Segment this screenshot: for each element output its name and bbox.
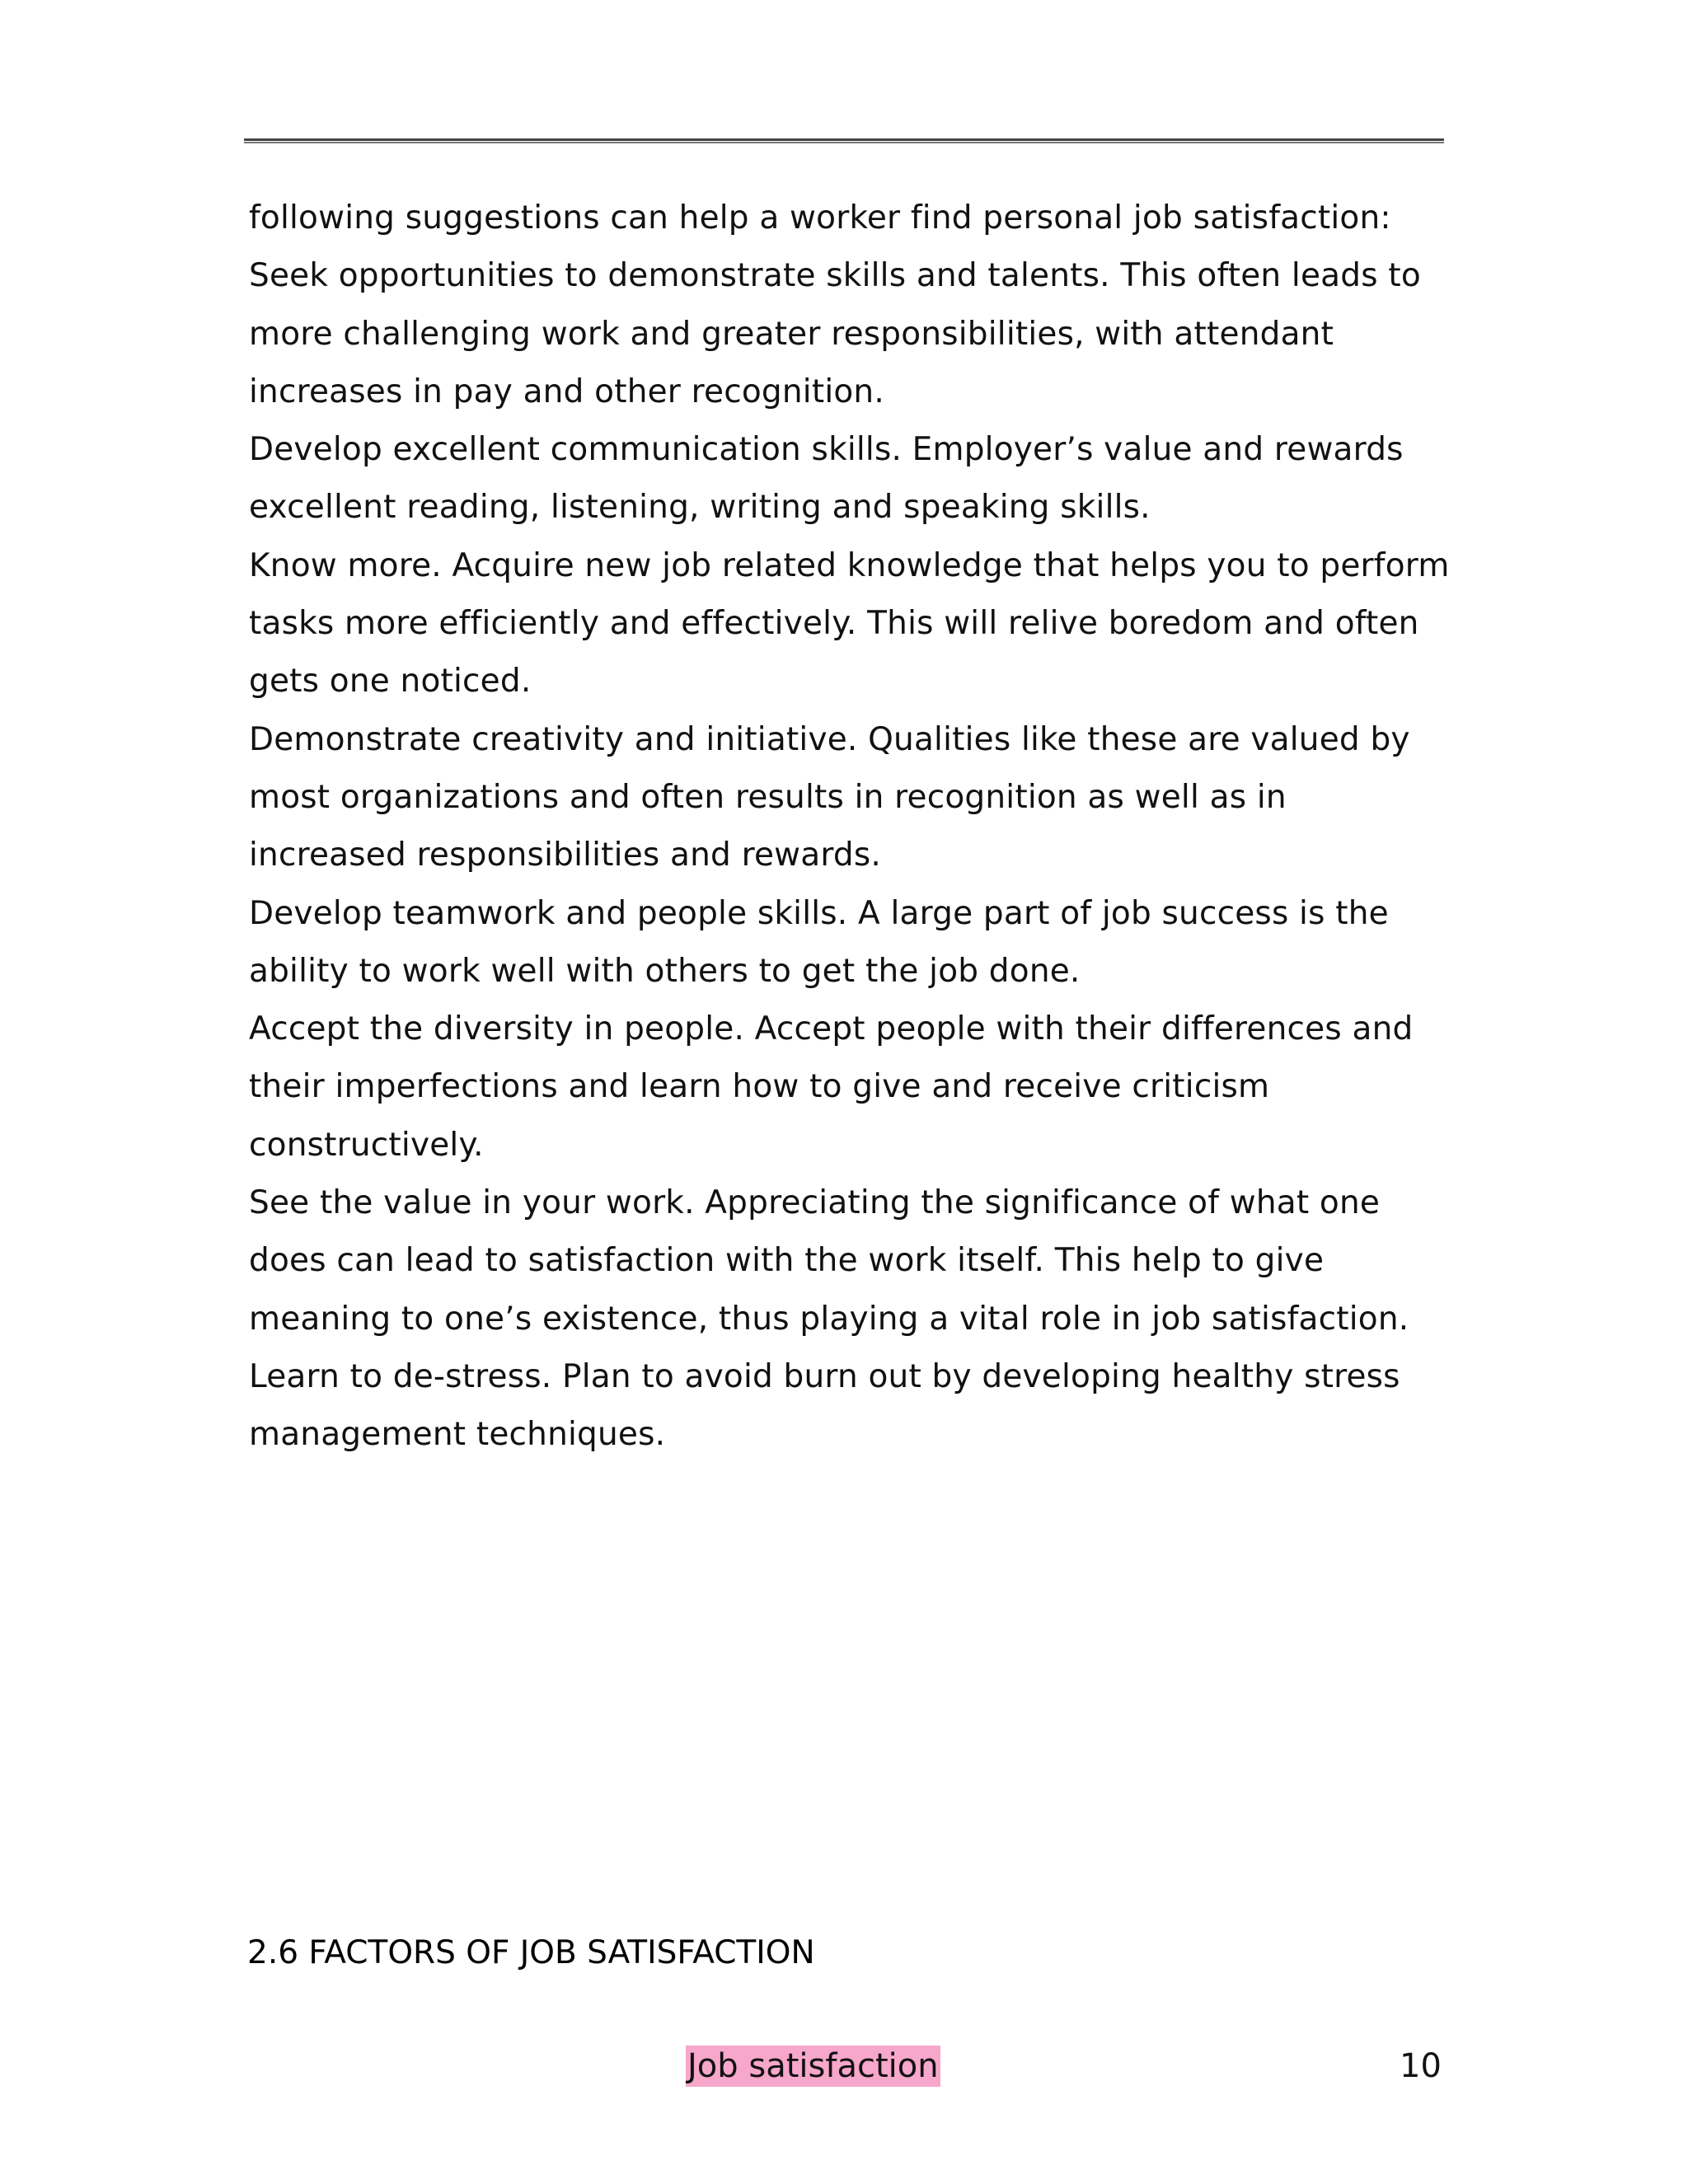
text-line: Demonstrate creativity and initiative. Qualities like these are valued by xyxy=(249,720,1410,758)
text-line: tasks more efficiently and effectively. This will relive boredom and often xyxy=(249,605,1419,643)
text-line: See the value in your work. Appreciating the significance of what one xyxy=(249,1184,1381,1222)
text-line: management techniques. xyxy=(249,1416,666,1454)
text-line: Develop teamwork and people skills. A large part of job success is the xyxy=(249,894,1389,932)
text-line: increases in pay and other recognition. xyxy=(249,373,884,410)
section-heading: 2.6 FACTORS OF JOB SATISFACTION xyxy=(247,1934,815,1971)
text-line: ability to work well with others to get the job done. xyxy=(249,952,1081,990)
body-text xyxy=(249,190,1452,1465)
text-line: increased responsibilities and rewards. xyxy=(249,837,881,874)
page-number: 10 xyxy=(1400,2047,1442,2085)
text-line: Accept the diversity in people. Accept people with their differences and xyxy=(249,1010,1414,1048)
footer-title: Job satisfaction xyxy=(687,2047,939,2085)
text-line: meaning to one’s existence, thus playing a vital role in job satisfaction. xyxy=(249,1300,1409,1338)
text-line: gets one noticed. xyxy=(249,663,532,701)
text-line: excellent reading, listening, writing and speaking skills. xyxy=(249,489,1151,527)
text-line: more challenging work and greater responsibilities, with attendant xyxy=(249,315,1334,353)
text-line: Learn to de-stress. Plan to avoid burn out by developing healthy stress xyxy=(249,1357,1400,1395)
header-rule xyxy=(244,138,1444,143)
text-line: Develop excellent communication skills. Employer’s value and rewards xyxy=(249,431,1404,469)
text-line: following suggestions can help a worker find personal job satisfaction: xyxy=(249,199,1391,237)
text-line: most organizations and often results in recognition as well as in xyxy=(249,778,1287,816)
text-line: Seek opportunities to demonstrate skills and talents. This often leads to xyxy=(249,257,1421,295)
text-line: their imperfections and learn how to give and receive criticism xyxy=(249,1068,1270,1106)
text-line: Know more. Acquire new job related knowledge that helps you to perform xyxy=(249,546,1450,584)
text-line: constructively. xyxy=(249,1126,484,1164)
text-line: does can lead to satisfaction with the work itself. This help to give xyxy=(249,1242,1325,1280)
